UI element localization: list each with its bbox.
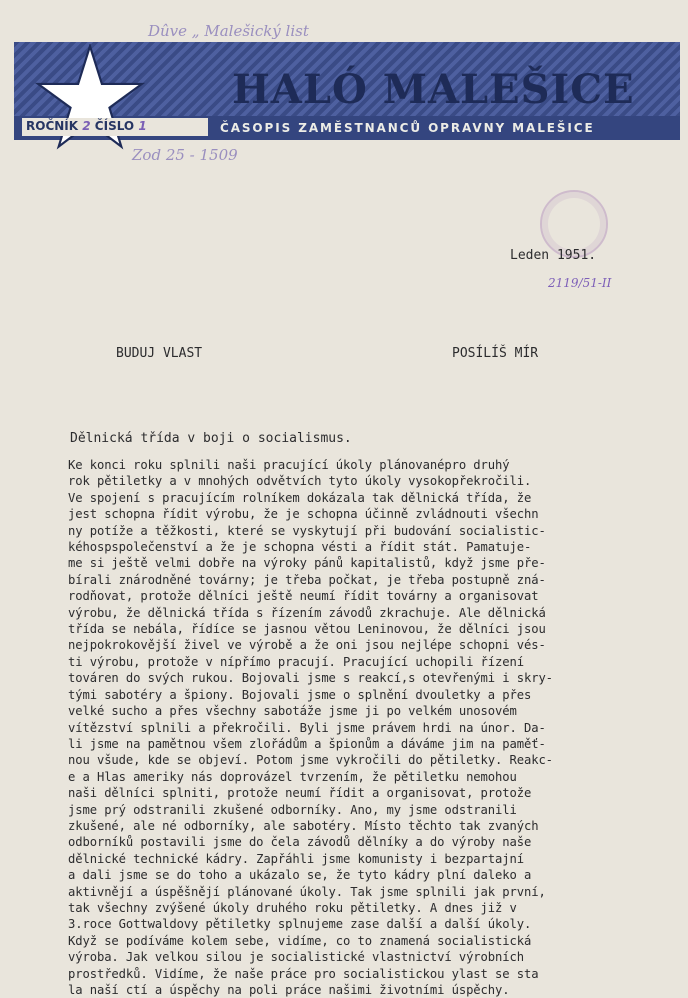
article-line: prostředků. Vidíme, že naše práce pro socialistickou ylast se sta bbox=[68, 966, 539, 981]
rocnik-value: 2 bbox=[82, 119, 91, 133]
registry-mark: 2119/51-II bbox=[548, 276, 612, 290]
handwritten-title-note: Dûve „ Malešický list bbox=[148, 22, 309, 40]
article-line: ti výrobu, protože v nípřímo pracují. Pracující uchopili řízení bbox=[68, 654, 524, 669]
article-line: nejpokrokovější živel ve výrobě a že oni jsou nejlépe schopni vés- bbox=[68, 638, 546, 653]
slogan-right: POSÍLÍŠ MÍR bbox=[452, 346, 539, 361]
article-line: Když se podíváme kolem sebe, vidíme, co to znamená socialistická bbox=[68, 933, 532, 948]
article-line: aktivnějí a úspěšnějí plánované úkoly. Tak jsme splnili jak první, bbox=[68, 884, 546, 899]
article-line: jsme prý odstranili zkušené odborníky. Ano, my jsme odstranili bbox=[68, 802, 517, 817]
masthead-title: HALÓ MALEŠICE bbox=[232, 66, 635, 113]
article-line: a dali jsme se do toho a ukázalo se, že tyto kádry plní daleko a bbox=[68, 868, 532, 883]
masthead-subtitle: ČASOPIS ZAMĚSTNANCŮ OPRAVNY MALEŠICE bbox=[220, 121, 595, 135]
article-line: me si ještě velmi dobře na výroky pánů kapitalistů, když jsme pře- bbox=[68, 556, 546, 571]
article-line: vítězství splnili a překročili. Byli jsme právem hrdi na únor. Da- bbox=[68, 720, 546, 735]
issue-info bbox=[26, 119, 147, 133]
issue-info-box bbox=[22, 118, 208, 136]
article-line: ny potíže a těžkosti, které se vyskytují při budování socialistic- bbox=[68, 523, 546, 538]
article-line: nou všude, kde se objeví. Potom jsme vykročili do pětiletky. Reakc- bbox=[68, 753, 553, 768]
article-line: Ve spojení s pracujícím rolníkem dokázala tak dělnická třída, že bbox=[68, 490, 532, 505]
article-line: jest schopna řídit výrobu, že je schopna účinně zvládnouti všechn bbox=[68, 507, 539, 522]
article-line: Ke konci roku splnili naši pracující úkoly plánovanépro druhý bbox=[68, 458, 510, 472]
article-line: la naší ctí a úspěchy na poli práce našimi životními úspěchy. bbox=[68, 983, 510, 997]
handwritten-reference-note: Zod 25 - 1509 bbox=[132, 146, 238, 164]
article-line: továren do svých rukou. Bojovali jsme s reakcí,s otevřenými i skry- bbox=[68, 671, 553, 686]
article-line: kéhospspolečenství a že je schopna vésti a řídit stát. Pamatuje- bbox=[68, 540, 532, 555]
article-line: e a Hlas ameriky nás doprovázel tvrzením, že pětiletku nemohou bbox=[68, 769, 517, 784]
slogan-left: BUDUJ VLAST bbox=[116, 346, 203, 361]
cislo-label: ČÍSLO bbox=[94, 119, 135, 133]
article-line: zkušené, ale né odborníky, ale sabotéry. Místo těchto tak zvaných bbox=[68, 818, 539, 833]
article-line: tými sabotéry a špiony. Bojovali jsme o splnění dvouletky a přes bbox=[68, 687, 532, 702]
article-line: odborníků postavili jsme do čela závodů dělníky a do výroby naše bbox=[68, 835, 532, 850]
cislo-value: 1 bbox=[138, 119, 147, 133]
article-line: rok pětiletky a v mnohých odvětvích tyto úkoly vysokopřekročili. bbox=[68, 474, 532, 489]
article-line: bírali znárodněné továrny; je třeba počkat, je třeba postupně zná- bbox=[68, 572, 546, 587]
masthead bbox=[14, 42, 680, 140]
article-line: naši dělníci splniti, protože neumí řídit a organisovat, protože bbox=[68, 786, 532, 801]
rocnik-label: ROČNÍK bbox=[26, 119, 79, 133]
article-line: výrobu, že dělnická třída s řízením závodů zkrachuje. Ale dělnická bbox=[68, 605, 546, 620]
article-headline: Dělnická třída v boji o socialismus. bbox=[70, 431, 352, 446]
issue-date: Leden 1951. bbox=[510, 248, 597, 263]
article-line: rodňovat, protože dělníci ještě neumí řídit továrny a organisovat bbox=[68, 589, 539, 604]
article-line: výroba. Jak velkou silou je socialistické vlastnictví výrobních bbox=[68, 950, 524, 965]
article-line: 3.roce Gottwaldovy pětiletky splnujeme zase další a další úkoly. bbox=[68, 917, 532, 932]
article-line: li jsme na pamětnou všem zlořádům a špionům a dáváme jim na paměť- bbox=[68, 736, 546, 751]
article-line: dělnické technické kádry. Zapřáhli jsme komunisty i bezpartajní bbox=[68, 851, 524, 866]
article-line: třída se nebála, řídíce se jasnou větou Leninovou, že dělníci jsou bbox=[68, 622, 546, 637]
article-line: tak všechny zvýšené úkoly druhého roku pětiletky. A dnes již v bbox=[68, 900, 517, 915]
article-line: velké sucho a přes všechny sabotáže jsme ji po velkém unosovém bbox=[68, 704, 517, 719]
article-body bbox=[68, 457, 668, 998]
